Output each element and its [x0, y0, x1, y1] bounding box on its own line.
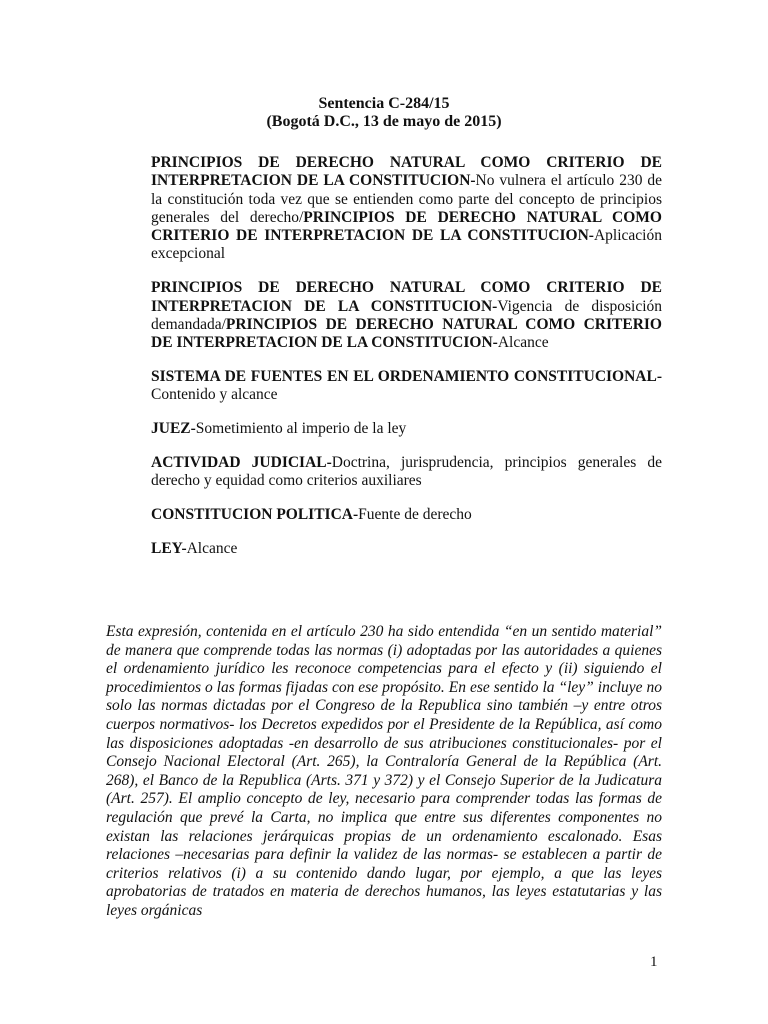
descriptor-entry	[151, 368, 662, 405]
descriptor-text: Contenido y alcance	[151, 386, 278, 404]
descriptor-text: Sometimiento al imperio de la ley	[195, 420, 407, 438]
descriptor-list	[151, 154, 662, 574]
descriptor-text: No vulnera el artículo 230 de la constitución toda vez que se entienden como parte del concepto de principios generales del derecho/	[151, 172, 663, 226]
descriptor-term: CONSTITUCION POLITICA-	[151, 505, 359, 523]
descriptor-text: Alcance	[186, 539, 238, 557]
descriptor-term: LEY-	[151, 539, 187, 557]
descriptor-text: Fuente de derecho	[358, 505, 472, 523]
descriptor-text: Aplicación excepcional	[151, 227, 662, 263]
descriptor-entry	[151, 420, 662, 438]
page-number: 1	[650, 954, 658, 970]
descriptor-term: ACTIVIDAD JUDICIAL-	[151, 453, 332, 471]
document-title: Sentencia C-284/15	[318, 95, 450, 112]
italic-quote-paragraph: Esta expresión, contenida en el artículo 230 ha sido entendida “en un sentido material” de manera que comprende todas las normas (i) adoptadas por las autoridades a quienes el ordenamiento jurídico les reconoce competencias para el efecto y (ii) siguiendo el procedimientos o las formas fijadas con ese propósito. En ese sentido la “ley” incluye no solo las normas dictadas por el Congreso de la Republica sino también –y entre otros cuerpos normativos- los Decretos expedidos por el Presidente de la República, así como las disposiciones adoptadas -en desarrollo de sus atribuciones constitucionales- por el Consejo Nacional Electoral (Art. 265), la Contraloría General de la República (Art. 268), el Banco de la Republica (Arts. 371 y 372) y el Consejo Superior de la Judicatura (Art. 257). El amplio concepto de ley, necesario para comprender todas las formas de regulación que prevé la Carta, no implica que entre sus diferentes componentes no existan las relaciones jerárquicas propias de un ordenamiento escalonado. Esas relaciones –necesarias para definir la validez de las normas- se establecen a partir de criterios relativos (i) a su contenido dando lugar, por ejemplo, a que las leyes aprobatorias de tratados en materia de derechos humanos, las leyes estatutarias y las leyes orgánicas	[106, 623, 662, 919]
document-subtitle: (Bogotá D.C., 13 de mayo de 2015)	[266, 113, 502, 130]
descriptor-entry	[151, 279, 662, 352]
descriptor-text: Alcance	[497, 334, 549, 352]
descriptor-term: PRINCIPIOS DE DERECHO NATURAL COMO CRITERIO DE INTERPRETACION DE LA CONSTITUCION-	[151, 279, 662, 315]
descriptor-term: PRINCIPIOS DE DERECHO NATURAL COMO CRITERIO DE INTERPRETACION DE LA CONSTITUCION-	[151, 208, 662, 245]
descriptor-term: JUEZ-	[151, 420, 196, 438]
descriptor-term: PRINCIPIOS DE DERECHO NATURAL COMO CRITERIO DE INTERPRETACION DE LA CONSTITUCION-	[151, 315, 662, 352]
descriptor-entry	[151, 506, 662, 524]
descriptor-term: SISTEMA DE FUENTES EN EL ORDENAMIENTO CONSTITUCIONAL-	[151, 367, 662, 385]
descriptor-entry	[151, 540, 662, 558]
descriptor-term: PRINCIPIOS DE DERECHO NATURAL COMO CRITERIO DE INTERPRETACION DE LA CONSTITUCION-	[151, 154, 662, 190]
descriptor-text: Vigencia de disposición demandada/	[151, 297, 663, 333]
descriptor-text: Doctrina, jurisprudencia, principios generales de derecho y equidad como criterios auxiliares	[151, 453, 662, 490]
descriptor-entry	[151, 454, 662, 491]
descriptor-entry	[151, 154, 662, 264]
